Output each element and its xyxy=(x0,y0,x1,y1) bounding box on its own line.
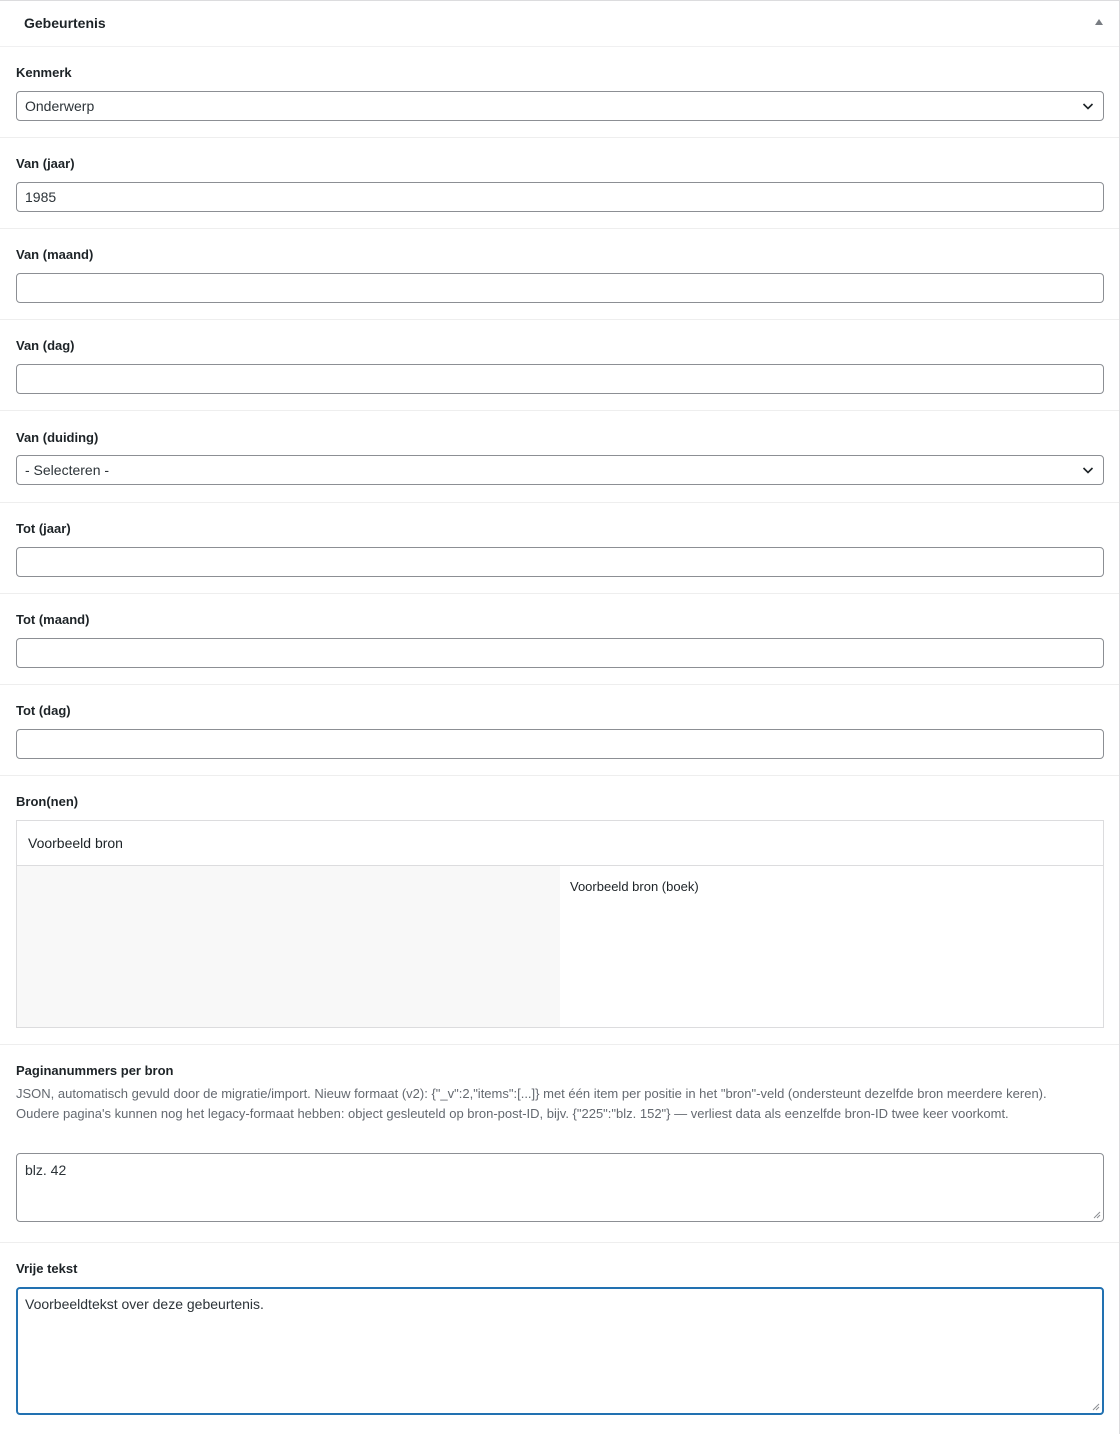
vrije-tekst-value: Voorbeeldtekst over deze gebeurtenis. xyxy=(25,1296,264,1312)
bronnen-selected-list xyxy=(560,866,1103,1027)
field-kenmerk xyxy=(0,47,1119,138)
tot-dag-label: Tot (dag) xyxy=(16,703,71,718)
field-bronnen xyxy=(0,776,1119,1045)
panel-title: Gebeurtenis xyxy=(24,15,106,31)
field-van-maand xyxy=(0,229,1119,320)
van-dag-label: Van (dag) xyxy=(16,338,75,353)
van-dag-input[interactable] xyxy=(16,364,1104,394)
van-duiding-select[interactable] xyxy=(16,455,1104,485)
paginanummers-description: JSON, automatisch gevuld door de migratie/import. Nieuw formaat (v2): {"_v":2,"items":[...]} met één item per positie in het "bron"-veld (ondersteunt dezelfde bron meerdere keren). Oudere pagina's kunnen nog het legacy-formaat hebben: object gesleuteld op bron-post-ID, bijv. {"225":"blz. 152"} — verliest data als eenzelfde bron-ID twee keer voorkomt. xyxy=(16,1086,1047,1121)
tot-maand-input[interactable] xyxy=(16,638,1104,668)
bronnen-search-input[interactable]: Voorbeeld bron xyxy=(17,821,1103,866)
chevron-down-icon xyxy=(1082,100,1094,112)
field-vrije-tekst xyxy=(0,1243,1119,1434)
field-van-dag xyxy=(0,320,1119,411)
bronnen-label: Bron(nen) xyxy=(16,794,79,809)
paginanummers-label: Paginanummers per bron xyxy=(16,1063,174,1078)
van-jaar-input[interactable]: 1985 xyxy=(16,182,1104,212)
bronnen-selected-item[interactable]: Voorbeeld bron (boek) xyxy=(570,879,699,894)
van-maand-label: Van (maand) xyxy=(16,247,94,262)
tot-jaar-input[interactable] xyxy=(16,547,1104,577)
panel-header[interactable] xyxy=(0,1,1119,47)
kenmerk-selected-value: Onderwerp xyxy=(25,98,95,114)
van-jaar-label: Van (jaar) xyxy=(16,156,75,171)
caret-up-icon[interactable] xyxy=(1095,19,1103,25)
resize-handle-icon[interactable] xyxy=(1093,1211,1101,1219)
field-tot-dag xyxy=(0,685,1119,776)
van-maand-input[interactable] xyxy=(16,273,1104,303)
field-paginanummers xyxy=(0,1045,1119,1243)
kenmerk-label: Kenmerk xyxy=(16,65,72,80)
resize-handle-icon[interactable] xyxy=(1092,1403,1100,1411)
van-duiding-selected-value: - Selecteren - xyxy=(25,462,110,478)
tot-dag-input[interactable] xyxy=(16,729,1104,759)
vrije-tekst-label: Vrije tekst xyxy=(16,1261,78,1276)
field-van-duiding xyxy=(0,411,1119,503)
tot-maand-label: Tot (maand) xyxy=(16,612,90,627)
vrije-tekst-textarea[interactable] xyxy=(16,1287,1104,1415)
bronnen-relationship-box xyxy=(16,820,1104,1028)
paginanummers-value: blz. 42 xyxy=(25,1162,67,1178)
kenmerk-select[interactable] xyxy=(16,91,1104,121)
field-van-jaar xyxy=(0,138,1119,229)
van-duiding-label: Van (duiding) xyxy=(16,430,99,445)
chevron-down-icon xyxy=(1082,464,1094,476)
field-tot-jaar xyxy=(0,503,1119,594)
field-tot-maand xyxy=(0,594,1119,685)
bronnen-choices-list[interactable] xyxy=(17,866,560,1027)
paginanummers-textarea[interactable] xyxy=(16,1153,1104,1222)
tot-jaar-label: Tot (jaar) xyxy=(16,521,71,536)
